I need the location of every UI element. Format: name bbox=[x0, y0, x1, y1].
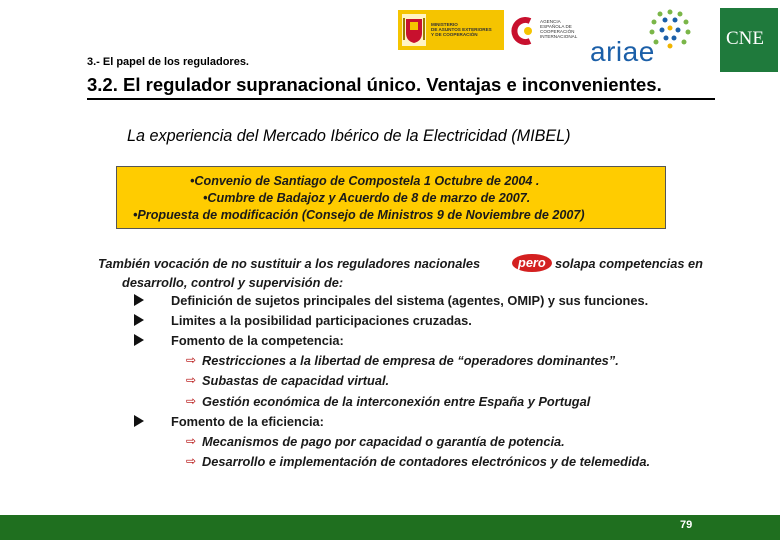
sub-bullet-item: Desarrollo e implementación de contadores electrónicos y de telemedida. bbox=[202, 454, 651, 469]
aecid-line: COOPERACIÓN bbox=[540, 29, 575, 34]
arrow-right-icon: ⇨ bbox=[186, 394, 197, 408]
ministerio-line: Y DE COOPERACIÓN bbox=[431, 32, 478, 37]
intro-text-part1: También vocación de no sustituir a los reguladores nacionales bbox=[98, 256, 481, 271]
bullet-triangle-icon bbox=[134, 334, 144, 346]
aecid-line: INTERNACIONAL bbox=[540, 34, 578, 39]
ariae-wordmark: ariae bbox=[590, 36, 655, 67]
sub-bullet-item: Gestión económica de la interconexión entre España y Portugal bbox=[202, 394, 591, 409]
arrow-right-icon: ⇨ bbox=[186, 434, 197, 448]
cne-wordmark: CNE bbox=[726, 28, 764, 49]
milestone-item: •Propuesta de modificación (Consejo de Ministros 9 de Noviembre de 2007) bbox=[133, 208, 585, 222]
bullet-item: Definición de sujetos principales del sistema (agentes, OMIP) y sus funciones. bbox=[171, 293, 649, 308]
bullet-triangle-icon bbox=[134, 415, 144, 427]
bullet-item: Fomento de la eficiencia: bbox=[171, 414, 324, 429]
arrow-right-icon: ⇨ bbox=[186, 373, 197, 387]
bullet-item: Fomento de la competencia: bbox=[171, 333, 344, 348]
pero-highlight-text: pero bbox=[518, 255, 546, 270]
arrow-right-icon: ⇨ bbox=[186, 454, 197, 468]
aecid-line: ESPAÑOLA DE bbox=[540, 24, 572, 29]
slide-title: 3.2. El regulador supranacional único. Ventajas e inconvenientes. bbox=[87, 74, 662, 95]
sub-bullet-item: Mecanismos de pago por capacidad o garantía de potencia. bbox=[202, 434, 565, 449]
bullet-triangle-icon bbox=[134, 294, 144, 306]
page-number: 79 bbox=[680, 519, 693, 531]
intro-text-part2: solapa competencias en bbox=[555, 256, 703, 271]
ministerio-line: DE ASUNTOS EXTERIORES bbox=[431, 27, 492, 32]
bullet-triangle-icon bbox=[134, 314, 144, 326]
aecid-line: AGENCIA bbox=[540, 19, 561, 24]
intro-text-line2: desarrollo, control y supervisión de: bbox=[122, 275, 344, 290]
section-label: 3.- El papel de los reguladores. bbox=[87, 56, 249, 68]
bullet-item: Limites a la posibilidad participaciones cruzadas. bbox=[171, 313, 472, 328]
arrow-right-icon: ⇨ bbox=[186, 353, 197, 367]
footer-bar bbox=[0, 515, 780, 540]
ministerio-line: MINISTERIO bbox=[431, 22, 458, 27]
sub-bullet-item: Subastas de capacidad virtual. bbox=[202, 373, 390, 388]
milestone-item: •Convenio de Santiago de Compostela 1 Octubre de 2004 . bbox=[190, 174, 540, 188]
sub-bullet-item: Restricciones a la libertad de empresa de “operadores dominantes”. bbox=[202, 353, 619, 368]
slide-subtitle: La experiencia del Mercado Ibérico de la Electricidad (MIBEL) bbox=[127, 127, 571, 145]
milestone-item: •Cumbre de Badajoz y Acuerdo de 8 de marzo de 2007. bbox=[203, 191, 531, 205]
